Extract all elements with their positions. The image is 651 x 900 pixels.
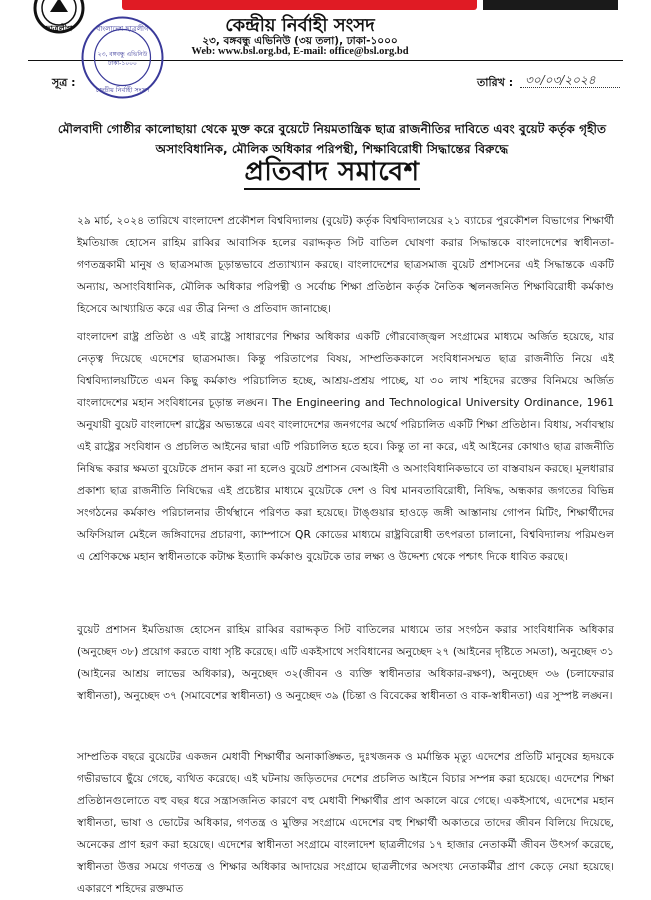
- subject-heading: মৌলবাদী গোষ্ঠীর কালোছায়া থেকে মুক্ত করে বুয়েটে নিয়মতান্ত্রিক ছাত্র রাজনীতির দাবিতে এবং বুয়েট কর্তৃক গৃহীত অসাংবিধানিক, মৌলিক অধিকার পরিপন্থী, শিক্ষাবিরোধী সিদ্ধান্তের বিরুদ্ধে: [57, 122, 607, 156]
- letterhead-black-box: [483, 0, 618, 10]
- date-underline: [520, 87, 620, 88]
- stamp-middle-text: ২৩, বঙ্গবন্ধু এভিনিউ: [97, 51, 148, 58]
- paragraph-1: ২৯ মার্চ, ২০২৪ তারিখে বাংলাদেশ প্রকৌশল বিশ্ববিদ্যালয় (বুয়েট) কর্তৃক বিশ্ববিদ্যালয়ের ২১ ব্যাচের পুরকৌশল বিভাগের শিক্ষার্থী ইমতিয়াজ হোসেন রাহিম রাব্বির আবাসিক হলের বরাদ্দকৃত সিট বাতিল ঘোষণা করার সিদ্ধান্তকে বাংলাদেশের স্বাধীনতা-গণতন্ত্রকামী মানুষ ও ছাত্রসমাজ চূড়ান্তভাবে প্রত্যাখ্যান করছে। বাংলাদেশের ছাত্রসমাজ বুয়েট প্রশাসনের এই সিদ্ধান্তকে একটি অন্যায়, অসাংবিধানিক, মৌলিক অধিকার পরিপন্থী ও সর্বোচ্চ শিক্ষা প্রতিষ্ঠান কর্তৃক নৈতিক স্খলনজনিত শিক্ষাবিরোধী কর্মকাণ্ড হিসেবে আখ্যায়িত করে এর তীব্র নিন্দা ও প্রতিবাদ জানাচ্ছে।: [77, 214, 614, 315]
- org-address: ২৩, বঙ্গবন্ধু এভিনিউ (৩য় তলা), ঢাকা-১০০০: [202, 35, 398, 47]
- reference-label: সূত্র :: [52, 76, 76, 89]
- logo-caption: ছাত্রলীগ: [45, 24, 73, 33]
- paragraph-4: সাম্প্রতিক বছরে বুয়েটের একজন মেধাবী শিক্ষার্থীর অনাকাঙ্ক্ষিত, দুঃখজনক ও মর্মান্তিক মৃত্যু এদেশের প্রতিটি মানুষের হৃদয়কে গভীরভাবে ছুঁয়ে গেছে, ব্যথিত করেছে। এই ঘটনায় জড়িতদের দেশের প্রচলিত আইনে বিচার সম্পন্ন করা হয়েছে। এদেশের শিক্ষা প্রতিষ্ঠানগুলোতে বহু বছর ধরে সন্ত্রাসজনিত কারণে বহু মেধাবী শিক্ষার্থীর প্রাণ অকালে ঝরে গেছে। একইসাথে, এদেশের মহান স্বাধীনতা, ভাষা ও ভোটের অধিকার, গণতন্ত্র ও মুক্তির সংগ্রামে এদেশের বহু শিক্ষার্থী অকাতরে তাদের জীবন বিলিয়ে দিয়েছে, অনেকের প্রাণ হরণ করা হয়েছে। এদেশের স্বাধীনতা সংগ্রামে বাংলাদেশ ছাত্রলীগের ১৭ হাজার নেতাকর্মী জীবন উৎসর্গ করেছে, স্বাধীনতা উত্তর সময়ে গণতন্ত্র ও শিক্ষার অধিকার আদায়ের সংগ্রামে ছাত্রলীগের অসংখ্য নেতাকর্মীর প্রাণ কেড়ে নেয়া হয়েছে। একারণে শহিদের রক্তমাত: [77, 750, 614, 895]
- org-web-email: Web: www.bsl.org.bd, E-mail: office@bsl.org.bd: [191, 46, 409, 57]
- page-title-text: প্রতিবাদ সমাবেশ: [244, 157, 419, 190]
- paragraph-2: বাংলাদেশ রাষ্ট্র প্রতিষ্ঠা ও এই রাষ্ট্রে সাধারণের শিক্ষার অধিকার একটি গৌরবোজ্জ্বল সংগ্রামের মাধ্যমে অর্জিত হয়েছে, যার নেতৃত্ব দিয়েছে এদেশের ছাত্রসমাজ। কিন্তু পরিতাপের বিষয়, সাম্প্রতিককালে সংবিধানসম্মত ছাত্র রাজনীতি নিয়ে এই বিশ্ববিদ্যালয়টিতে এমন কিছু কর্মকাণ্ড পরিচালিত হচ্ছে, আশ্রয়-প্রশ্রয় পাচ্ছে, যা ৩০ লাখ শহিদের রক্তের বিনিময়ে অর্জিত বাংলাদেশের মহান সংবিধানের চূড়ান্ত লঙ্ঘন। The Engineering and Technological University Ordinance, 1961 অনুযায়ী বুয়েট বাংলাদেশ রাষ্ট্রের অভ্যন্তরে এবং বাংলাদেশের জনগণের অর্থে পরিচালিত একটি শিক্ষা প্রতিষ্ঠান। বিধায়, সর্বাবস্থায় এই রাষ্ট্রের সংবিধান ও প্রচলিত আইনের দ্বারা এটি পরিচালিত হতে হবে। কিন্তু তা না করে, এই আইনের কোথাও ছাত্র রাজনীতি নিষিদ্ধ করার ক্ষমতা বুয়েটকে প্রদান করা না হলেও বুয়েট প্রশাসন বেআইনী ও অসাংবিধানিকভাবে তা বাস্তবায়ন করছে। মূলধারার প্রকাশ্য ছাত্র রাজনীতি নিষিদ্ধের এই প্রচেষ্টার মাধ্যমে বুয়েটকে দেশ ও বিশ্ব মানবতাবিরোধী, নিষিদ্ধ, অন্ধকার জগতের বিভিন্ন সংগঠনের কর্মকাণ্ড পরিচালনার তীর্থস্থানে পরিণত করা হয়েছে। টাঙ্গুয়ার হাওড়ে জঙ্গী আস্তানায় গোপন মিটিং, শিক্ষার্থীদের অফিসিয়াল মেইলে জঙ্গিবাদের প্রচারণা, ক্যাম্পাসে QR কোডের মাধ্যমে রাষ্ট্রবিরোধী তৎপরতা চালানো, বিশ্ববিদ্যালয় পরিমণ্ডল এ শ্রেণিকক্ষে মহান স্বাধীনতাকে কটাক্ষ ইত্যাদি কর্মকাণ্ড বুয়েটকে তার লক্ষ্য ও উদ্দেশ্য থেকে পশ্চাৎ দিকে ধাবিত করছে।: [77, 330, 614, 563]
- paragraph-3: বুয়েট প্রশাসন ইমতিয়াজ হোসেন রাহিম রাব্বির বরাদ্দকৃত সিট বাতিলের মাধ্যমে তার সংগঠন করার সাংবিধানিক অধিকার (অনুচ্ছেদ ৩৮) প্রয়োগ করতে বাধা সৃষ্টি করেছে। এটি একইসাথে সংবিধানের অনুচ্ছেদ ২৭ (আইনের দৃষ্টিতে সমতা), অনুচ্ছেদ ৩১ (আইনের আশ্রয় লাভের অধিকার), অনুচ্ছেদ ৩২(জীবন ও ব্যক্তি স্বাধীনতার অধিকার-রক্ষণ), অনুচ্ছেদ ৩৬ (চলাফেরার স্বাধীনতা), অনুচ্ছেদ ৩৭ (সমাবেশের স্বাধীনতা) ও অনুচ্ছেদ ৩৯ (চিন্তা ও বিবেকের স্বাধীনতা ও বাক-স্বাধীনতা) এর সুস্পষ্ট লঙ্ঘন।: [77, 623, 614, 702]
- stamp-middle-text-2: ঢাকা-১০০০: [108, 60, 137, 67]
- date-value: ৩০/০৩/২০২৪: [525, 73, 596, 87]
- date-label: তারিখ :: [477, 76, 514, 89]
- stamp-bottom-text: কেন্দ্রীয় নির্বাহী সংসদ: [95, 86, 150, 94]
- letterhead-red-banner: [122, 0, 477, 10]
- org-name: কেন্দ্রীয় নির্বাহী সংসদ: [225, 15, 375, 36]
- page-title: [52, 151, 612, 195]
- official-stamp: [80, 15, 165, 100]
- stamp-top-text: বাংলাদেশ ছাত্রলীগ: [96, 25, 149, 33]
